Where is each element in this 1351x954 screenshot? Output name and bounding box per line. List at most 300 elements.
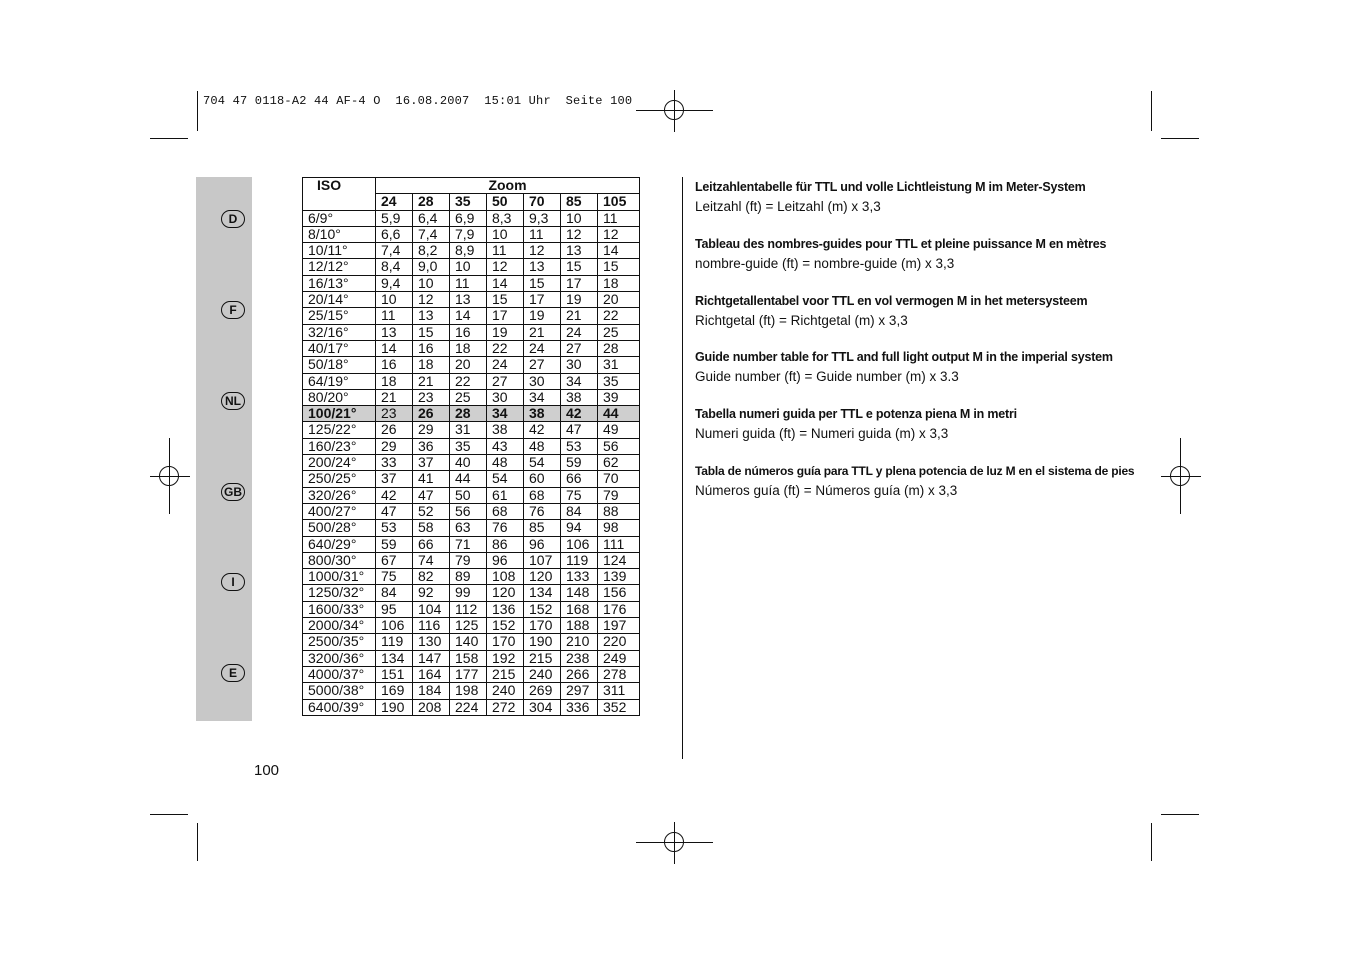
guide-number-cell: 96 xyxy=(487,552,524,568)
guide-number-cell: 352 xyxy=(598,699,640,715)
guide-number-cell: 134 xyxy=(376,650,413,666)
guide-number-cell: 9,3 xyxy=(524,210,561,226)
zoom-value: 50 xyxy=(487,194,524,210)
guide-number-cell: 11 xyxy=(450,275,487,291)
guide-number-cell: 184 xyxy=(413,683,450,699)
table-row xyxy=(303,585,640,601)
iso-cell: 6400/39° xyxy=(303,699,376,715)
iso-cell: 125/22° xyxy=(303,422,376,438)
guide-number-cell: 76 xyxy=(487,520,524,536)
guide-number-cell: 5,9 xyxy=(376,210,413,226)
guide-number-cell: 68 xyxy=(524,487,561,503)
iso-cell: 20/14° xyxy=(303,292,376,308)
guide-number-cell: 104 xyxy=(413,601,450,617)
guide-number-table xyxy=(302,177,640,716)
iso-cell: 500/28° xyxy=(303,520,376,536)
table-row xyxy=(303,536,640,552)
guide-number-cell: 119 xyxy=(561,552,598,568)
guide-number-cell: 84 xyxy=(561,503,598,519)
guide-number-cell: 120 xyxy=(487,585,524,601)
guide-number-cell: 44 xyxy=(450,471,487,487)
guide-number-cell: 22 xyxy=(487,340,524,356)
guide-number-cell: 13 xyxy=(413,308,450,324)
table-row xyxy=(303,243,640,259)
guide-number-cell: 9,0 xyxy=(413,259,450,275)
iso-cell: 25/15° xyxy=(303,308,376,324)
table-row xyxy=(303,210,640,226)
guide-number-cell: 112 xyxy=(450,601,487,617)
guide-number-cell: 9,4 xyxy=(376,275,413,291)
guide-number-cell: 168 xyxy=(561,601,598,617)
guide-number-cell: 41 xyxy=(413,471,450,487)
guide-number-cell: 11 xyxy=(487,243,524,259)
iso-cell: 64/19° xyxy=(303,373,376,389)
guide-number-cell: 99 xyxy=(450,585,487,601)
guide-number-cell: 44 xyxy=(598,406,640,422)
guide-number-cell: 48 xyxy=(524,438,561,454)
guide-number-cell: 79 xyxy=(450,552,487,568)
guide-number-cell: 215 xyxy=(487,666,524,682)
table-row xyxy=(303,324,640,340)
guide-number-cell: 197 xyxy=(598,618,640,634)
guide-number-cell: 8,9 xyxy=(450,243,487,259)
table-row xyxy=(303,471,640,487)
guide-number-cell: 74 xyxy=(413,552,450,568)
guide-number-cell: 42 xyxy=(524,422,561,438)
guide-number-cell: 16 xyxy=(450,324,487,340)
guide-number-cell: 152 xyxy=(487,618,524,634)
guide-number-cell: 84 xyxy=(376,585,413,601)
guide-number-cell: 47 xyxy=(561,422,598,438)
block-formula: Guide number (ft) = Guide number (m) x 3.3 xyxy=(695,369,959,384)
guide-number-cell: 60 xyxy=(524,471,561,487)
table-row xyxy=(303,601,640,617)
guide-number-cell: 134 xyxy=(524,585,561,601)
guide-number-cell: 15 xyxy=(413,324,450,340)
iso-cell: 640/29° xyxy=(303,536,376,552)
guide-number-cell: 13 xyxy=(450,292,487,308)
guide-number-cell: 30 xyxy=(524,373,561,389)
guide-number-cell: 18 xyxy=(598,275,640,291)
zoom-header: Zoom xyxy=(376,178,640,194)
guide-number-cell: 59 xyxy=(561,455,598,471)
iso-cell: 250/25° xyxy=(303,471,376,487)
guide-number-cell: 198 xyxy=(450,683,487,699)
iso-cell: 1600/33° xyxy=(303,601,376,617)
table-row xyxy=(303,406,640,422)
block-formula: Numeri guida (ft) = Numeri guida (m) x 3,3 xyxy=(695,426,949,441)
guide-number-cell: 192 xyxy=(487,650,524,666)
table-row xyxy=(303,389,640,405)
zoom-value: 70 xyxy=(524,194,561,210)
iso-cell: 6/9° xyxy=(303,210,376,226)
guide-number-cell: 40 xyxy=(450,455,487,471)
guide-number-cell: 34 xyxy=(524,389,561,405)
table-row xyxy=(303,259,640,275)
guide-number-cell: 66 xyxy=(561,471,598,487)
iso-cell: 32/16° xyxy=(303,324,376,340)
guide-number-cell: 10 xyxy=(487,226,524,242)
iso-cell: 4000/37° xyxy=(303,666,376,682)
block-title: Tableau des nombres-guides pour TTL et pleine puissance M en mètres xyxy=(695,237,1107,251)
guide-number-cell: 70 xyxy=(598,471,640,487)
iso-cell: 320/26° xyxy=(303,487,376,503)
guide-number-cell: 120 xyxy=(524,569,561,585)
text-block-de xyxy=(695,180,1215,214)
guide-number-cell: 19 xyxy=(524,308,561,324)
iso-cell: 160/23° xyxy=(303,438,376,454)
guide-number-cell: 140 xyxy=(450,634,487,650)
guide-number-cell: 7,9 xyxy=(450,226,487,242)
guide-number-cell: 68 xyxy=(487,503,524,519)
guide-number-cell: 266 xyxy=(561,666,598,682)
guide-number-cell: 26 xyxy=(376,422,413,438)
guide-number-cell: 11 xyxy=(524,226,561,242)
guide-number-cell: 28 xyxy=(598,340,640,356)
iso-header-spacer xyxy=(303,194,376,210)
guide-number-cell: 54 xyxy=(524,455,561,471)
table-row xyxy=(303,340,640,356)
guide-number-cell: 7,4 xyxy=(413,226,450,242)
guide-number-cell: 107 xyxy=(524,552,561,568)
guide-number-cell: 21 xyxy=(413,373,450,389)
guide-number-cell: 10 xyxy=(561,210,598,226)
table-row xyxy=(303,373,640,389)
guide-number-cell: 27 xyxy=(524,357,561,373)
guide-number-cell: 21 xyxy=(376,389,413,405)
guide-number-cell: 13 xyxy=(376,324,413,340)
text-block-es xyxy=(695,464,1215,498)
guide-number-cell: 35 xyxy=(598,373,640,389)
guide-number-cell: 39 xyxy=(598,389,640,405)
guide-number-cell: 35 xyxy=(450,438,487,454)
table-row xyxy=(303,520,640,536)
zoom-value: 85 xyxy=(561,194,598,210)
guide-number-cell: 12 xyxy=(561,226,598,242)
guide-number-cell: 34 xyxy=(561,373,598,389)
guide-number-cell: 21 xyxy=(561,308,598,324)
table-row xyxy=(303,503,640,519)
guide-number-cell: 188 xyxy=(561,618,598,634)
iso-cell: 50/18° xyxy=(303,357,376,373)
guide-number-cell: 12 xyxy=(598,226,640,242)
block-title: Tabella numeri guida per TTL e potenza piena M in metri xyxy=(695,407,1017,421)
guide-number-cell: 62 xyxy=(598,455,640,471)
table-row xyxy=(303,308,640,324)
text-block-gb xyxy=(695,350,1215,384)
guide-number-cell: 14 xyxy=(376,340,413,356)
block-formula: Leitzahl (ft) = Leitzahl (m) x 3,3 xyxy=(695,199,881,214)
guide-number-cell: 151 xyxy=(376,666,413,682)
guide-number-cell: 24 xyxy=(524,340,561,356)
guide-number-cell: 18 xyxy=(450,340,487,356)
guide-number-cell: 152 xyxy=(524,601,561,617)
guide-number-cell: 14 xyxy=(450,308,487,324)
guide-number-cell: 27 xyxy=(561,340,598,356)
guide-number-cell: 11 xyxy=(598,210,640,226)
guide-number-cell: 38 xyxy=(524,406,561,422)
guide-number-cell: 29 xyxy=(413,422,450,438)
guide-number-cell: 20 xyxy=(450,357,487,373)
guide-number-cell: 136 xyxy=(487,601,524,617)
guide-number-cell: 20 xyxy=(598,292,640,308)
guide-number-cell: 125 xyxy=(450,618,487,634)
guide-number-cell: 17 xyxy=(487,308,524,324)
guide-number-cell: 24 xyxy=(487,357,524,373)
guide-number-cell: 15 xyxy=(524,275,561,291)
guide-number-cell: 38 xyxy=(561,389,598,405)
guide-number-cell: 61 xyxy=(487,487,524,503)
guide-number-cell: 8,2 xyxy=(413,243,450,259)
guide-number-cell: 269 xyxy=(524,683,561,699)
guide-number-cell: 86 xyxy=(487,536,524,552)
iso-cell: 400/27° xyxy=(303,503,376,519)
guide-number-cell: 76 xyxy=(524,503,561,519)
guide-number-cell: 15 xyxy=(487,292,524,308)
guide-number-cell: 111 xyxy=(598,536,640,552)
guide-number-cell: 19 xyxy=(561,292,598,308)
guide-number-cell: 92 xyxy=(413,585,450,601)
guide-number-cell: 297 xyxy=(561,683,598,699)
guide-number-cell: 240 xyxy=(524,666,561,682)
block-formula: Richtgetal (ft) = Richtgetal (m) x 3,3 xyxy=(695,313,908,328)
guide-number-cell: 17 xyxy=(561,275,598,291)
iso-cell: 800/30° xyxy=(303,552,376,568)
guide-number-cell: 336 xyxy=(561,699,598,715)
guide-number-cell: 6,9 xyxy=(450,210,487,226)
guide-number-cell: 190 xyxy=(376,699,413,715)
guide-number-cell: 25 xyxy=(450,389,487,405)
table-row xyxy=(303,618,640,634)
guide-number-cell: 21 xyxy=(524,324,561,340)
guide-number-cell: 106 xyxy=(561,536,598,552)
guide-number-cell: 33 xyxy=(376,455,413,471)
block-title: Leitzahlentabelle für TTL und volle Lichtleistung M im Meter-System xyxy=(695,180,1086,194)
iso-cell: 100/21° xyxy=(303,406,376,422)
block-title: Richtgetallentabel voor TTL en vol vermogen M in het metersysteem xyxy=(695,294,1088,308)
guide-number-cell: 24 xyxy=(561,324,598,340)
iso-cell: 1250/32° xyxy=(303,585,376,601)
zoom-value: 28 xyxy=(413,194,450,210)
guide-number-cell: 66 xyxy=(413,536,450,552)
guide-number-cell: 34 xyxy=(487,406,524,422)
guide-number-cell: 133 xyxy=(561,569,598,585)
guide-number-cell: 11 xyxy=(376,308,413,324)
guide-number-cell: 224 xyxy=(450,699,487,715)
table-row xyxy=(303,455,640,471)
guide-number-cell: 36 xyxy=(413,438,450,454)
guide-number-cell: 190 xyxy=(524,634,561,650)
guide-number-cell: 311 xyxy=(598,683,640,699)
guide-number-cell: 67 xyxy=(376,552,413,568)
guide-number-cell: 18 xyxy=(413,357,450,373)
column-divider xyxy=(682,177,683,759)
guide-number-cell: 23 xyxy=(413,389,450,405)
guide-number-cell: 16 xyxy=(376,357,413,373)
guide-number-cell: 177 xyxy=(450,666,487,682)
guide-number-cell: 119 xyxy=(376,634,413,650)
zoom-value: 105 xyxy=(598,194,640,210)
guide-number-cell: 25 xyxy=(598,324,640,340)
guide-number-cell: 49 xyxy=(598,422,640,438)
guide-number-cell: 37 xyxy=(413,455,450,471)
language-badge-gb: GB xyxy=(221,483,245,501)
guide-number-cell: 79 xyxy=(598,487,640,503)
table-row xyxy=(303,292,640,308)
guide-number-cell: 148 xyxy=(561,585,598,601)
table-row xyxy=(303,683,640,699)
guide-number-cell: 96 xyxy=(524,536,561,552)
guide-number-cell: 75 xyxy=(561,487,598,503)
guide-number-cell: 108 xyxy=(487,569,524,585)
guide-number-cell: 47 xyxy=(376,503,413,519)
guide-number-cell: 13 xyxy=(561,243,598,259)
guide-number-cell: 56 xyxy=(450,503,487,519)
guide-number-cell: 59 xyxy=(376,536,413,552)
guide-number-cell: 23 xyxy=(376,406,413,422)
guide-number-cell: 15 xyxy=(561,259,598,275)
language-badge-d: D xyxy=(221,210,245,228)
guide-number-cell: 31 xyxy=(598,357,640,373)
iso-cell: 3200/36° xyxy=(303,650,376,666)
guide-number-cell: 116 xyxy=(413,618,450,634)
guide-number-cell: 278 xyxy=(598,666,640,682)
block-formula: nombre-guide (ft) = nombre-guide (m) x 3,3 xyxy=(695,256,955,271)
iso-cell: 2500/35° xyxy=(303,634,376,650)
guide-number-cell: 13 xyxy=(524,259,561,275)
guide-number-cell: 85 xyxy=(524,520,561,536)
guide-number-cell: 210 xyxy=(561,634,598,650)
zoom-value: 24 xyxy=(376,194,413,210)
table-row xyxy=(303,422,640,438)
table-row xyxy=(303,699,640,715)
table-row xyxy=(303,650,640,666)
guide-number-cell: 43 xyxy=(487,438,524,454)
guide-number-cell: 139 xyxy=(598,569,640,585)
guide-number-cell: 10 xyxy=(376,292,413,308)
page-number: 100 xyxy=(254,762,280,779)
guide-number-cell: 42 xyxy=(561,406,598,422)
guide-number-cell: 208 xyxy=(413,699,450,715)
guide-number-cell: 82 xyxy=(413,569,450,585)
guide-number-cell: 170 xyxy=(487,634,524,650)
guide-number-cell: 94 xyxy=(561,520,598,536)
guide-number-cell: 130 xyxy=(413,634,450,650)
block-title: Tabla de números guía para TTL y plena potencia de luz M en el sistema de pies xyxy=(695,464,1135,478)
table-row xyxy=(303,438,640,454)
guide-number-cell: 14 xyxy=(598,243,640,259)
text-block-fr xyxy=(695,237,1215,271)
guide-number-cell: 147 xyxy=(413,650,450,666)
guide-number-cell: 54 xyxy=(487,471,524,487)
iso-cell: 1000/31° xyxy=(303,569,376,585)
table-header-row xyxy=(303,178,640,194)
iso-header: ISO xyxy=(303,178,376,194)
guide-number-cell: 48 xyxy=(487,455,524,471)
guide-number-cell: 215 xyxy=(524,650,561,666)
guide-number-cell: 15 xyxy=(598,259,640,275)
text-block-it xyxy=(695,407,1215,441)
guide-number-cell: 12 xyxy=(524,243,561,259)
table-row xyxy=(303,487,640,503)
guide-number-cell: 30 xyxy=(561,357,598,373)
iso-cell: 8/10° xyxy=(303,226,376,242)
guide-number-cell: 52 xyxy=(413,503,450,519)
iso-cell: 80/20° xyxy=(303,389,376,405)
table-row xyxy=(303,634,640,650)
guide-number-cell: 56 xyxy=(598,438,640,454)
guide-number-cell: 6,6 xyxy=(376,226,413,242)
table-row xyxy=(303,275,640,291)
guide-number-cell: 17 xyxy=(524,292,561,308)
guide-number-cell: 88 xyxy=(598,503,640,519)
guide-number-cell: 304 xyxy=(524,699,561,715)
iso-cell: 2000/34° xyxy=(303,618,376,634)
guide-number-cell: 10 xyxy=(450,259,487,275)
guide-number-cell: 18 xyxy=(376,373,413,389)
guide-number-cell: 272 xyxy=(487,699,524,715)
iso-cell: 10/11° xyxy=(303,243,376,259)
iso-cell: 40/17° xyxy=(303,340,376,356)
guide-number-cell: 10 xyxy=(413,275,450,291)
table-row xyxy=(303,226,640,242)
guide-number-cell: 170 xyxy=(524,618,561,634)
guide-number-cell: 53 xyxy=(561,438,598,454)
guide-number-cell: 249 xyxy=(598,650,640,666)
guide-number-cell: 58 xyxy=(413,520,450,536)
iso-cell: 16/13° xyxy=(303,275,376,291)
guide-number-cell: 6,4 xyxy=(413,210,450,226)
iso-cell: 200/24° xyxy=(303,455,376,471)
guide-number-cell: 164 xyxy=(413,666,450,682)
guide-number-cell: 95 xyxy=(376,601,413,617)
guide-number-cell: 30 xyxy=(487,389,524,405)
guide-number-cell: 16 xyxy=(413,340,450,356)
guide-number-cell: 63 xyxy=(450,520,487,536)
guide-number-cell: 8,4 xyxy=(376,259,413,275)
table-row xyxy=(303,357,640,373)
guide-number-cell: 7,4 xyxy=(376,243,413,259)
guide-number-cell: 156 xyxy=(598,585,640,601)
guide-number-cell: 37 xyxy=(376,471,413,487)
language-badge-i: I xyxy=(221,573,245,591)
zoom-values-row xyxy=(303,194,640,210)
guide-number-cell: 26 xyxy=(413,406,450,422)
text-block-nl xyxy=(695,294,1215,328)
guide-number-cell: 220 xyxy=(598,634,640,650)
language-sidebar xyxy=(196,177,252,721)
iso-cell: 5000/38° xyxy=(303,683,376,699)
table-row xyxy=(303,666,640,682)
guide-number-cell: 42 xyxy=(376,487,413,503)
guide-number-cell: 19 xyxy=(487,324,524,340)
guide-number-cell: 89 xyxy=(450,569,487,585)
guide-number-cell: 169 xyxy=(376,683,413,699)
guide-number-cell: 27 xyxy=(487,373,524,389)
guide-number-cell: 22 xyxy=(450,373,487,389)
language-badge-e: E xyxy=(221,664,245,682)
print-slug: 704 47 0118-A2 44 AF-4 O 16.08.2007 15:01 Uhr Seite 100 xyxy=(203,94,633,108)
guide-number-cell: 12 xyxy=(487,259,524,275)
guide-number-cell: 12 xyxy=(413,292,450,308)
guide-number-cell: 240 xyxy=(487,683,524,699)
guide-number-cell: 71 xyxy=(450,536,487,552)
guide-number-cell: 22 xyxy=(598,308,640,324)
guide-number-cell: 124 xyxy=(598,552,640,568)
zoom-value: 35 xyxy=(450,194,487,210)
guide-number-cell: 38 xyxy=(487,422,524,438)
guide-number-cell: 158 xyxy=(450,650,487,666)
